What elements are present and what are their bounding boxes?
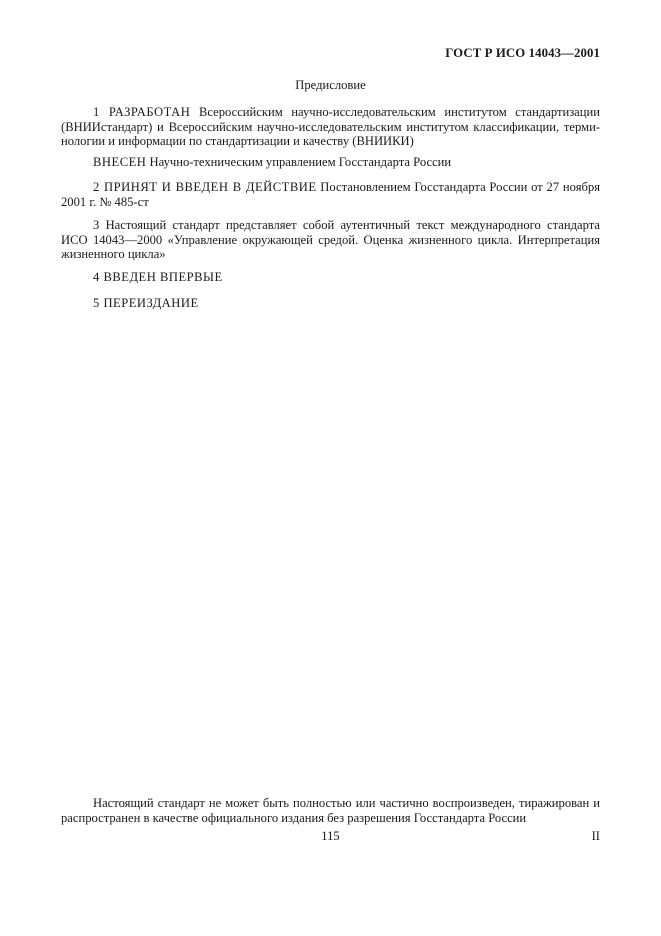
preface-title: Предисловие	[295, 78, 366, 92]
paragraph-first-introduced-text: 4 ВВЕДЕН ВПЕРВЫЕ	[93, 270, 223, 284]
paragraph-authentic-text-body: 3 Настоящий стандарт представляет собой аутентичный текст международного стандарта ИСО 14043—2000 «Управление окружающей средой. Оценка жизненного цикла. Интерпретация жизненного цикла»	[61, 218, 600, 261]
paragraph-developed	[61, 105, 600, 149]
paragraph-introduced	[61, 155, 600, 170]
paragraph-first-introduced	[61, 270, 600, 285]
introduced-lead: ВНЕСЕН	[93, 155, 147, 169]
paragraph-authentic-text	[61, 218, 600, 262]
copyright-notice	[61, 796, 600, 825]
paragraph-adopted	[61, 180, 600, 209]
adopted-body: Постановлением Госстандарта России от 27 ноября 2001 г. № 485-ст	[61, 180, 600, 209]
roman-page-number: II	[591, 829, 600, 843]
paragraph-introduced-text	[61, 155, 600, 170]
developed-body: Всероссийским научно-исследовательским институтом стандартизации (ВНИИстандарт) и Всероссийским научно-исследовательским институтом классификации, терми-нологии и информации по стандартизации и качеству (ВНИИКИ)	[61, 105, 600, 148]
page-number: 115	[321, 829, 340, 843]
copyright-notice-text: Настоящий стандарт не может быть полностью или частично воспроизведен, тиражирован и распространен в качестве официального издания без разрешения Госстандарта России	[61, 796, 600, 825]
developed-lead: 1 РАЗРАБОТАН	[93, 105, 191, 119]
paragraph-adopted-text	[61, 180, 600, 209]
introduced-body: Научно-техническим управлением Госстандарта России	[146, 155, 452, 169]
paragraph-developed-text	[61, 105, 600, 149]
paragraph-reissue	[61, 296, 600, 311]
paragraph-reissue-text: 5 ПЕРЕИЗДАНИЕ	[93, 296, 199, 310]
adopted-lead: 2 ПРИНЯТ И ВВЕДЕН В ДЕЙСТВИЕ	[93, 180, 317, 194]
document-code-header: ГОСТ Р ИСО 14043—2001	[445, 46, 600, 60]
